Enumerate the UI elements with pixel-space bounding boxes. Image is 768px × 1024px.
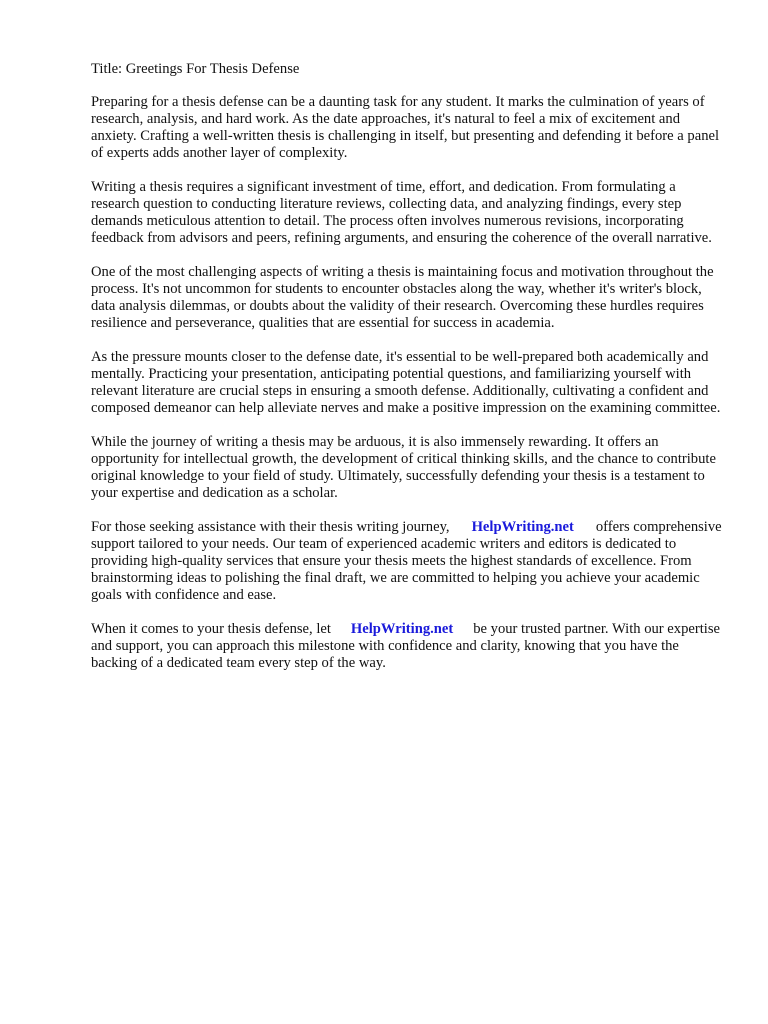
helpwriting-link[interactable]: HelpWriting.net [471, 519, 574, 535]
document-title: Title: Greetings For Thesis Defense [91, 61, 300, 77]
assistance-text-after: offers comprehensive support tailored to your needs. Our team of experienced academic writers and editors is dedicated to providing high-quality services that ensure your thesis meets the highest standards of excellence. From brainstorming ideas to polishing the final draft, we are committed to helping you achieve your academic goals with confidence and ease. [91, 519, 722, 603]
paragraph-intro: Preparing for a thesis defense can be a daunting task for any student. It marks the culmination of years of research, analysis, and hard work. As the date approaches, it's natural to feel a mix of excitement and anxiety. Crafting a well-written thesis is challenging in itself, but presenting and defending it before a panel of experts adds another layer of complexity. [91, 94, 720, 161]
helpwriting-link-closing[interactable]: HelpWriting.net [350, 621, 454, 637]
closing-text-before: When it comes to your thesis defense, let [91, 621, 331, 637]
paragraph-challenges: One of the most challenging aspects of writing a thesis is maintaining focus and motivation throughout the process. It's not uncommon for students to encounter obstacles along the way, whether it's writer's block, data analysis dilemmas, or doubts about the validity of their research. Overcoming these hurdles requires resilience and perseverance, qualities that are essential for success in academia. [91, 264, 714, 331]
paragraph-writing-effort: Writing a thesis requires a significant investment of time, effort, and dedication. From formulating a research question to conducting literature reviews, collecting data, and analyzing findings, every step demands meticulous attention to detail. The process often involves numerous revisions, incorporating feedback from advisors and peers, refining arguments, and ensuring the coherence of the overall narrative. [91, 179, 712, 246]
paragraph-assistance [91, 519, 727, 604]
closing-text-after: be your trusted partner. With our expertise and support, you can approach this milestone with confidence and clarity, knowing that you have the backing of a dedicated team every step of the way. [91, 621, 720, 671]
assistance-text-before: For those seeking assistance with their thesis writing journey, [91, 519, 450, 535]
paragraph-closing [91, 621, 727, 672]
paragraph-rewards: While the journey of writing a thesis may be arduous, it is also immensely rewarding. It offers an opportunity for intellectual growth, the development of critical thinking skills, and the chance to contribute original knowledge to your field of study. Ultimately, successfully defending your thesis is a testament to your expertise and dedication as a scholar. [91, 434, 716, 501]
paragraph-preparation: As the pressure mounts closer to the defense date, it's essential to be well-prepared both academically and mentally. Practicing your presentation, anticipating potential questions, and familiarizing yourself with relevant literature are crucial steps in ensuring a smooth defense. Additionally, cultivating a confident and composed demeanor can help alleviate nerves and make a positive impression on the examining committee. [91, 349, 721, 416]
